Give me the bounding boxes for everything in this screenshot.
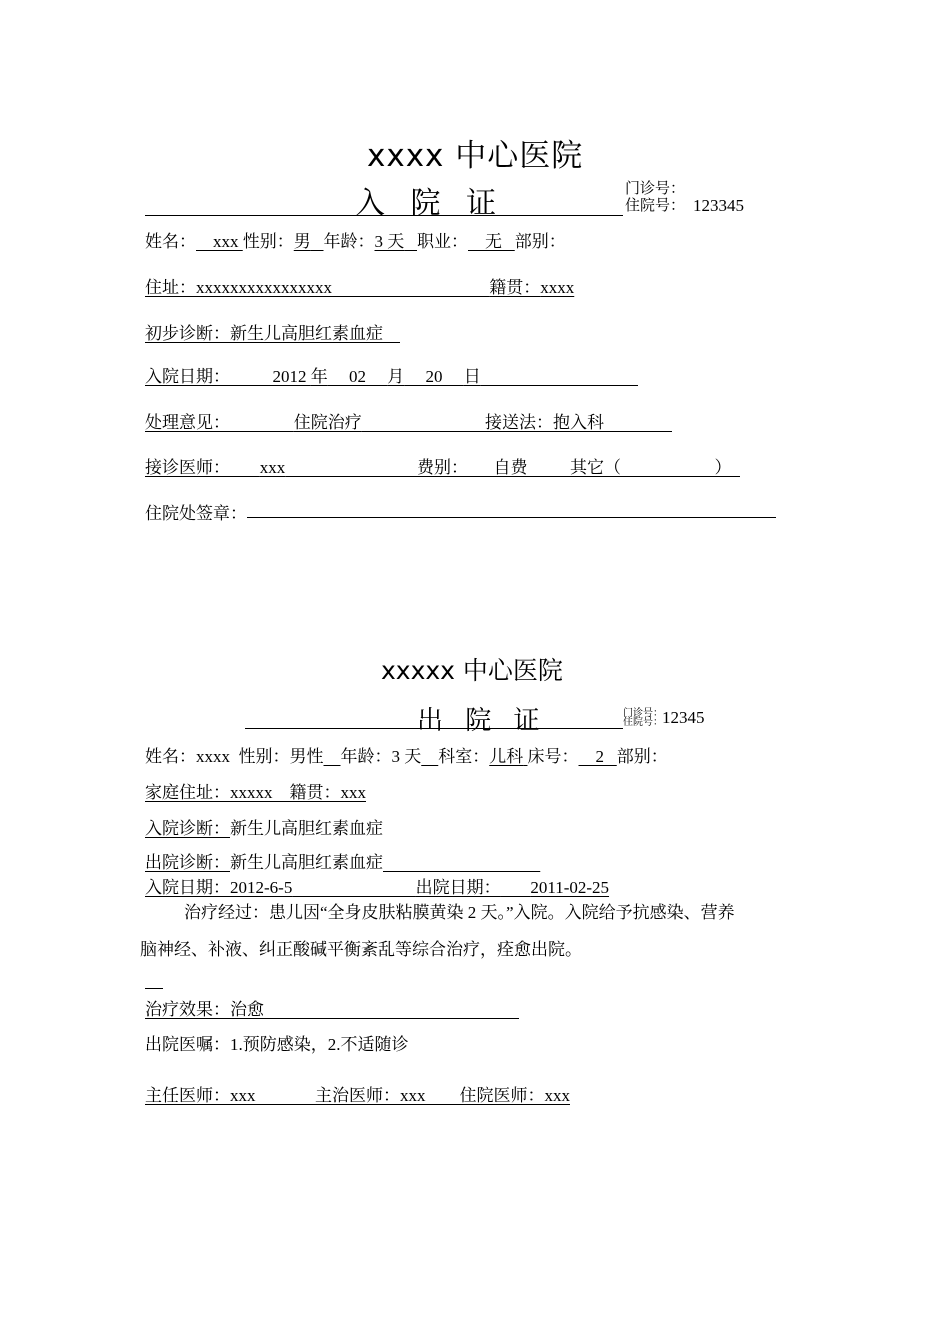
discharge-hospital-title: xxxxx 中心医院 bbox=[381, 656, 563, 685]
stamp-line bbox=[247, 517, 776, 518]
transfer-label: 接送法： bbox=[485, 413, 553, 432]
native-value: xxxx bbox=[540, 278, 575, 297]
discharge-inpatient-no: 12345 bbox=[662, 708, 705, 727]
discharge-cert-title: 出 院 证 bbox=[417, 706, 547, 736]
opinion-label: 处理意见： bbox=[145, 413, 230, 432]
admission-outpatient-no-label: 门诊号： bbox=[625, 181, 686, 197]
admission-row-doctor: 接诊医师： xxx 费别： 自费 其它（ ） bbox=[145, 458, 732, 477]
discharge-row-admit-diag: 入院诊断：新生儿高胆红素血症 bbox=[145, 819, 383, 838]
attending-value: xxx bbox=[400, 1086, 426, 1105]
gender-value: 男 bbox=[293, 232, 311, 251]
job-label: 职业： bbox=[417, 232, 468, 251]
admission-row-diagnosis bbox=[145, 319, 400, 344]
discharge-row-address: 家庭住址：xxxxx 籍贯：xxx bbox=[145, 783, 366, 802]
doctor-label: 接诊医师： bbox=[145, 458, 230, 477]
admit-date-value: 2012-6-5 bbox=[230, 878, 293, 897]
resident-value: xxx bbox=[544, 1086, 570, 1105]
effect-value: 治愈 bbox=[230, 1000, 264, 1019]
address-label: 住址： bbox=[145, 278, 196, 297]
opinion-value: 住院治疗 bbox=[293, 413, 362, 432]
chief-value: xxx bbox=[230, 1086, 256, 1105]
discharge-date-value: 2011-02-25 bbox=[530, 878, 610, 897]
transfer-value: 抱入科 bbox=[553, 413, 604, 432]
admission-row-basic bbox=[145, 227, 566, 252]
native-value: xxx bbox=[340, 783, 366, 802]
discharge-row-dates: 入院日期：2012-6-5 出院日期： 2011-02-25 bbox=[145, 878, 610, 897]
discharge-title-rule bbox=[245, 728, 623, 729]
age-value: 3 天 bbox=[374, 232, 405, 251]
discharge-row-discharge-diag: 出院诊断：新生儿高胆红素血症 bbox=[145, 853, 383, 872]
bed-value: 2 bbox=[595, 747, 604, 766]
discharge-diag-value: 新生儿高胆红素血症 bbox=[230, 853, 383, 872]
gender-label: 性别： bbox=[242, 232, 294, 251]
admit-diag-value: 新生儿高胆红素血症 bbox=[230, 819, 383, 838]
doctor-value: xxx bbox=[259, 458, 286, 477]
admission-row-opinion bbox=[145, 408, 672, 433]
address-value: xxxxxxxxxxxxxxxx bbox=[196, 278, 332, 297]
job-value: 无 bbox=[485, 232, 502, 251]
diagnosis-label: 初步诊断： bbox=[145, 324, 230, 343]
discharge-row-effect: 治疗效果：治愈 bbox=[145, 1000, 264, 1019]
age-value: 3 天 bbox=[391, 747, 422, 766]
date-label: 入院日期： bbox=[145, 367, 230, 386]
gender-value: 男性 bbox=[289, 747, 324, 766]
admission-title-rule bbox=[145, 215, 623, 216]
stamp-label: 住院处签章： bbox=[145, 504, 247, 523]
admission-row-date: 入院日期： 2012 年 02 月 20 日 bbox=[145, 367, 481, 386]
admission-hospital-title: xxxx 中心医院 bbox=[367, 138, 584, 174]
discharge-row-signatures: 主任医师：xxx 主治医师：xxx 住院医师：xxx bbox=[145, 1086, 570, 1105]
discharge-row-advice: 出院医嘱：1.预防感染，2.不适随诊 bbox=[145, 1035, 409, 1054]
name-label: 姓名： bbox=[145, 232, 196, 251]
discharge-inpatient-no-label: 住院号： bbox=[623, 717, 663, 728]
diagnosis-value: 新生儿高胆红素血症 bbox=[230, 324, 383, 343]
advice-value: 1.预防感染，2.不适随诊 bbox=[230, 1035, 409, 1054]
treatment-line-1: 治疗经过：患儿因“全身皮肤粘膜黄染 2 天。”入院。入院给予抗感染、营养 bbox=[184, 903, 735, 922]
age-label: 年龄： bbox=[323, 232, 375, 251]
fee-value: 自费 bbox=[493, 458, 528, 477]
treatment-line-2: 脑神经、补液、纠正酸碱平衡紊乱等综合治疗，痊愈出院。 bbox=[140, 940, 582, 959]
dept-value: 儿科 bbox=[489, 747, 524, 766]
name-value: xxx bbox=[213, 232, 239, 251]
admission-cert-title: 入 院 证 bbox=[355, 186, 505, 221]
name-value: xxxx bbox=[196, 747, 230, 766]
dept-label: 部别： bbox=[514, 232, 566, 251]
admission-inpatient-no-label: 住院号： bbox=[625, 198, 686, 214]
address-value: xxxxx bbox=[230, 783, 273, 802]
treatment-end-rule bbox=[145, 988, 163, 989]
fee-label: 费别： bbox=[417, 458, 468, 477]
native-label: 籍贯： bbox=[489, 278, 541, 297]
discharge-row-basic: 姓名：xxxx 性别：男性 年龄：3 天 科室：儿科 床号： 2 部别： bbox=[145, 747, 668, 766]
admission-row-address bbox=[145, 273, 574, 298]
discharge-outpatient-no-label: 门诊号： bbox=[623, 708, 663, 719]
other-label: 其它（ bbox=[570, 458, 621, 477]
admission-inpatient-no: 123345 bbox=[693, 196, 744, 215]
